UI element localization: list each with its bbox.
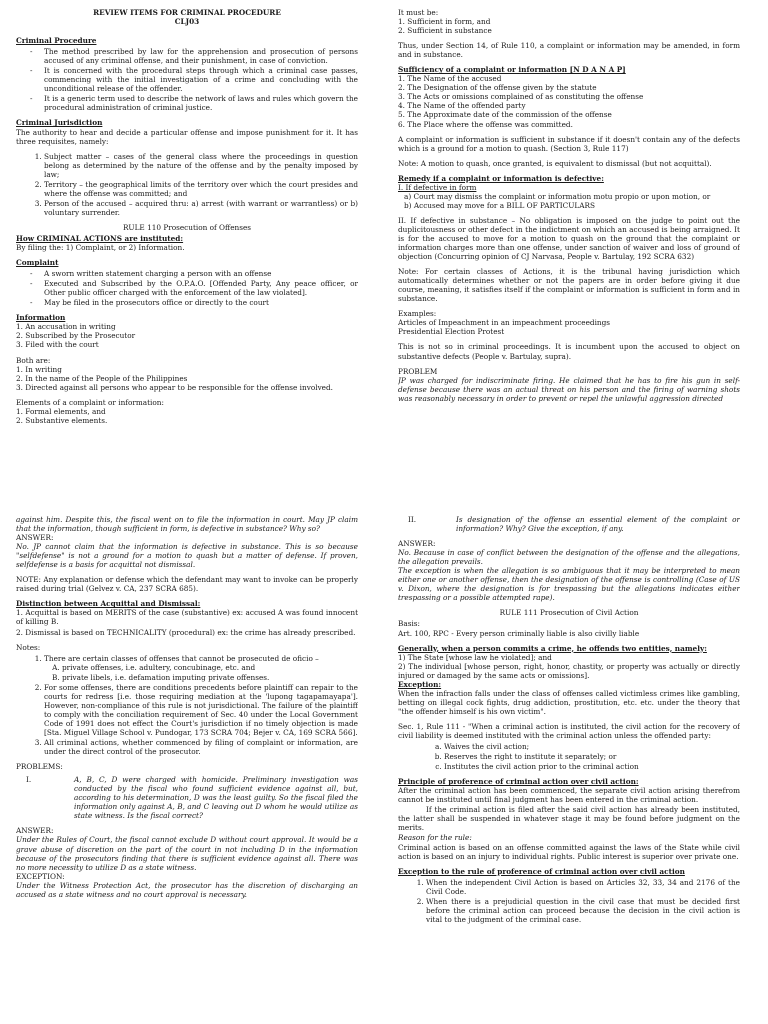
problem-continuation: against him. Despite this, the fiscal went on to file the information in court. May JP claim that the information, though sufficient in form, is defective in substance? Why so? (16, 515, 358, 534)
basis-heading: Basis: (398, 619, 420, 629)
both-are-lines (16, 365, 358, 392)
complaint-heading: Complaint (16, 258, 59, 268)
list-item: Presidential Election Protest (398, 327, 505, 337)
sufficiency-heading: Sufficiency of a complaint or information [N D A N A P] (398, 65, 626, 75)
list-item: A. private offenses, i.e. adultery, concubinage, etc. and (62, 663, 358, 672)
list-item: 3. Filed with the court (16, 340, 99, 350)
exception-text: The exception is when the allegation is so ambiguous that it may be interpreted to mean either one or another offense, then the designation of the offense is controlling (Case of US v. Dixon, where the designation is for trespassing but the allegations indicates either trespassing or a possible attempted rape). (398, 566, 740, 603)
notes-list (16, 654, 358, 757)
list-item: c. Institutes the civil action prior to the criminal action (444, 762, 740, 771)
list-item: - A sworn written statement charging a person with an offense (44, 269, 358, 278)
rule-111-title: RULE 111 Prosecution of Civil Action (499, 608, 639, 618)
note-1-sublist (44, 663, 358, 682)
sufficiency-lines (398, 74, 740, 128)
reason-text: Criminal action is based on an offense committed against the laws of the State while civil action is based on an injury to individual rights. Public interest is superior over private one. (398, 842, 740, 861)
course-code: CLJ03 (174, 17, 200, 27)
exception-label: EXCEPTION: (16, 871, 65, 881)
answer-label: ANSWER: (398, 539, 436, 549)
list-item: Articles of Impeachment in an impeachment proceedings (398, 318, 611, 328)
examples-heading: Examples: (398, 309, 437, 319)
sufficient-substance-text: A complaint or information is sufficient in substance if it doesn't contain any of the defects which is a ground for a motion to quash. (Section 3, Rule 117) (398, 134, 740, 153)
list-item: b. Reserves the right to institute it separately; or (444, 752, 740, 761)
elements-lines (16, 407, 358, 425)
criminal-procedure-list (16, 47, 358, 112)
generally-lines (398, 653, 740, 680)
note-1-text: There are certain classes of offenses that cannot be prosecuted de oficio – (44, 653, 319, 663)
answer-label: ANSWER: (16, 533, 54, 543)
remedy-heading: Remedy if a complaint or information is defective: (398, 173, 604, 183)
list-item: 1. Subject matter – cases of the general class where the proceedings in question belong as determined by the nature of the offense and by the penalty imposed by law; (44, 152, 358, 179)
distinction-dismissal: 2. Dismissal is based on TECHNICALITY (procedural) ex: the crime has already prescribed. (16, 627, 356, 637)
thus-text: Thus, under Section 14, of Rule 110, a complaint or information may be amended, in form and in substance. (398, 41, 740, 60)
list-item: 1. In writing (16, 364, 62, 374)
how-instituted-text: By filing the: 1) Complaint, or 2) Information. (16, 243, 185, 253)
jurisdiction-text: The authority to hear and decide a particular offense and impose punishment for it. It has three requisites, namely: (16, 127, 358, 146)
list-item: 1. An accusation in writing (16, 322, 116, 332)
list-item: - It is a generic term used to describe the network of laws and rules which govern the procedural administration of criminal justice. (44, 94, 358, 112)
distinction-heading: Distinction between Acquittal and Dismissal: (16, 599, 201, 609)
not-criminal-text: This is not so in criminal proceedings. It is incumbent upon the accused to object on substantive defects (People v. Bartulay, supra). (398, 342, 740, 361)
problem-number: I. (26, 775, 32, 785)
remedy-substance: II. If defective in substance – No obligation is imposed on the judge to point out the duplicitousness or other defect in the indictment on which an accused is being arraigned. It is for the accused to move for a motion to quash on the ground that the complaint or information charges more than one offense, under sanction of waiver and loss of ground of objection (Concurring opinion of CJ Narvasa, People v. Bartulay, 192 SCRA 632) (398, 215, 740, 262)
problems-heading: PROBLEMS: (16, 762, 63, 772)
exception-2-text: When the infraction falls under the class of offenses called victimless crimes like gambling, betting on illegal cock fights, drug addiction, prostitution, etc. etc. under the theory that "the offender himself is his own victim". (398, 688, 740, 716)
list-item: 5. The Approximate date of the commission of the offense (398, 110, 612, 120)
problem-ii (398, 515, 740, 533)
reason-label: Reason for the rule: (398, 833, 472, 843)
list-item: 1. The Name of the accused (398, 74, 502, 84)
principle-text-1: After the criminal action has been commenced, the separate civil action arising therefrom cannot be instituted until final judgment has been entered in the criminal action. (398, 786, 740, 805)
list-item: 6. The Place where the offense was committed. (398, 119, 573, 129)
list-item: 2. Sufficient in substance (398, 26, 492, 36)
list-item: 3. The Acts or omissions complained of as constituting the offense (398, 92, 644, 102)
page-1 (0, 8, 768, 513)
list-item: a. Waives the civil action; (444, 742, 740, 751)
rule-110-title: RULE 110 Prosecution of Offenses (122, 222, 252, 232)
page-2-right-column (398, 515, 740, 1015)
problem-i-text: A, B, C, D were charged with homicide. Preliminary investigation was conducted by the fiscal who found sufficient evidence against all, but, according to his determination, D was the least guilty. So the fiscal filed the information only against A, B, and C leaving out D whom he would utilize as state witness. Is the fiscal correct? (74, 775, 358, 821)
basis-text: Art. 100, RPC - Every person criminally liable is also civilly liable (398, 628, 640, 638)
list-item: 4. The Name of the offended party (398, 101, 526, 111)
how-instituted-heading: How CRIMINAL ACTIONS are instituted: (16, 233, 184, 243)
page-1-right-column (398, 8, 740, 508)
list-item: - It is concerned with the procedural steps through which a criminal case passes, commencing with the initial investigation of a crime and concluding with the unconditional release of the offender. (44, 66, 358, 93)
exception-3-heading: Exception to the rule of proference of criminal action over civil action (398, 866, 685, 876)
exception-heading: Exception: (398, 679, 442, 689)
list-item: B. private libels, i.e. defamation imputing private offenses. (62, 673, 358, 682)
complaint-list (16, 269, 358, 307)
answer-text: No. JP cannot claim that the information is defective in substance. This is so because "selfdefense" is not a ground for a motion to quash but a matter of defense. If proven, selfdefense is a basis for acquittal not dismissal. (16, 542, 358, 570)
remedy-form: I. If defective in form (398, 182, 477, 192)
list-item: 2. The Designation of the offense given by the statute (398, 83, 597, 93)
list-item: 1. Sufficient in form, and (398, 17, 491, 27)
exception-3-list (398, 878, 740, 924)
must-be-heading: It must be: (398, 8, 439, 17)
list-item: 2) The individual [whose person, right, honor, chastity, or property was actually or directly injured or damaged by the same acts or omissions]. (398, 661, 740, 680)
problem-heading: PROBLEM (398, 366, 438, 376)
list-item: 3. Person of the accused – acquired thru: a) arrest (with warrant or warrantless) or b) voluntary surrender. (44, 199, 358, 217)
page-2 (0, 515, 768, 1020)
list-item (44, 654, 358, 682)
list-item: 2. In the name of the People of the Philippines (16, 373, 188, 383)
distinction-acquittal: 1. Acquittal is based on MERITS of the case (substantive) ex: accused A was found innocent of killing B. (16, 608, 358, 627)
answer-text: No. Because in case of conflict between the designation of the offense and the allegations, the allegation prevails. (398, 548, 740, 567)
answer-2-text: Under the Rules of Court, the fiscal cannot exclude D without court approval. It would be a grave abuse of discretion on the part of the court in not including D in the information because of the prosecutors finding that there is sufficient evidence against all. There was no more necessity to utilize D as a state witness. (16, 835, 358, 872)
list-item: 2. When there is a prejudicial question in the civil case that must be decided first before the criminal action can proceed because the decision in the civil action is vital to the judgment of the criminal case. (426, 897, 740, 924)
information-lines (16, 322, 358, 349)
problem-ii-text: Is designation of the offense an essential element of the complaint or information? Why? Give the exception, if any. (456, 515, 740, 534)
page-1-left-column (16, 8, 358, 508)
page-2-left-column (16, 515, 358, 1015)
problem-number: II. (408, 515, 417, 524)
jurisdiction-list (16, 152, 358, 217)
generally-heading: Generally, when a person commits a crime, he offends two entities, namely: (398, 643, 707, 653)
problem-text: JP was charged for indiscriminate firing. He claimed that he has to fire his gun in self-defense because there was an actual threat on his person and the firing of warning shots was reasonably necessary in order to prevent or repel the unlawful aggression directed (398, 375, 740, 403)
jurisdiction-heading: Criminal Jurisdiction (16, 118, 103, 128)
document-title: REVIEW ITEMS FOR CRIMINAL PROCEDURE (93, 8, 281, 17)
criminal-procedure-heading: Criminal Procedure (16, 36, 97, 46)
list-item: 2. Territory – the geographical limits of the territory over which the court presides and where the offense was committed; and (44, 180, 358, 198)
remedy-form-b: b) Accused may move for a BILL OF PARTICULARS (404, 200, 595, 210)
sec1-list (398, 742, 740, 771)
note-certain-classes: Note: For certain classes of Actions, it is the tribunal having jurisdiction which automatically determines whether or not the papers are in order before giving it due course, meaning, it satisfies itself if the complaint or information is sufficient in form and in substance. (398, 267, 740, 304)
principle-heading: Principle of proference of criminal action over civil action: (398, 777, 639, 787)
both-are-heading: Both are: (16, 355, 51, 365)
answer-2-label: ANSWER: (16, 826, 54, 836)
list-item: - The method prescribed by law for the apprehension and prosecution of persons accused of any criminal offense, and their punishment, in case of conviction. (44, 47, 358, 65)
note-text: NOTE: Any explanation or defense which the defendant may want to invoke can be properly raised during trial (Gelvez v. CA, 237 SCRA 685). (16, 575, 358, 594)
sec1-text: Sec. 1, Rule 111 - "When a criminal action is instituted, the civil action for the recovery of civil liability is deemed instituted with the criminal action unless the offended party: (398, 721, 740, 740)
information-heading: Information (16, 313, 66, 323)
note-motion-to-quash: Note: A motion to quash, once granted, is equivalent to dismissal (but not acquittal). (398, 158, 712, 168)
list-item: 2. For some offenses, there are conditions precedents before plaintiff can repair to the courts for redress [i.e. those requiring mediation at the 'lupong tagapamayapa']. However, non-compliance of this rule is not jurisdictional. The failure of the plaintiff to comply with the conciliation requirement of Sec. 40 under the Local Government Code of 1991 does not effect the Court's jurisdiction if no timely objection is made [Sta. Miguel Village School v. Pundogar, 173 SCRA 704; Bejer v. CA, 169 SCRA 566]. (44, 683, 358, 737)
principle-text-2: If the criminal action is filed after the said civil action has already been instituted, the latter shall be suspended in whatever stage it may be found before judgment on the merits. (398, 805, 740, 833)
list-item: 1) The State [whose law he violated]; and (398, 652, 552, 662)
exception-text: Under the Witness Protection Act, the prosecutor has the discretion of discharging an accused as a state witness and no court approval is necessary. (16, 880, 358, 899)
list-item: 3. Directed against all persons who appear to be responsible for the offense involved. (16, 382, 333, 392)
remedy-form-a: a) Court may dismiss the complaint or information motu propio or upon motion, or (404, 191, 711, 201)
list-item: 2. Subscribed by the Prosecutor (16, 331, 136, 341)
list-item: 3. All criminal actions, whether commenced by filing of complaint or information, are under the direct control of the prosecutor. (44, 738, 358, 756)
elements-heading: Elements of a complaint or information: (16, 397, 164, 407)
examples-lines (398, 318, 740, 336)
list-item: 1. Formal elements, and (16, 406, 106, 416)
list-item: - Executed and Subscribed by the O.P.A.O. [Offended Party, Any peace officer, or Other public officer charged with the enforcement of the law violated]. (44, 279, 358, 297)
list-item: 2. Substantive elements. (16, 415, 108, 425)
must-be-lines (398, 17, 740, 35)
problem-i (16, 775, 358, 820)
notes-heading: Notes: (16, 642, 41, 652)
list-item: 1. When the independent Civil Action is based on Articles 32, 33, 34 and 2176 of the Civil Code. (426, 878, 740, 896)
list-item: - May be filed in the prosecutors office or directly to the court (44, 298, 358, 307)
